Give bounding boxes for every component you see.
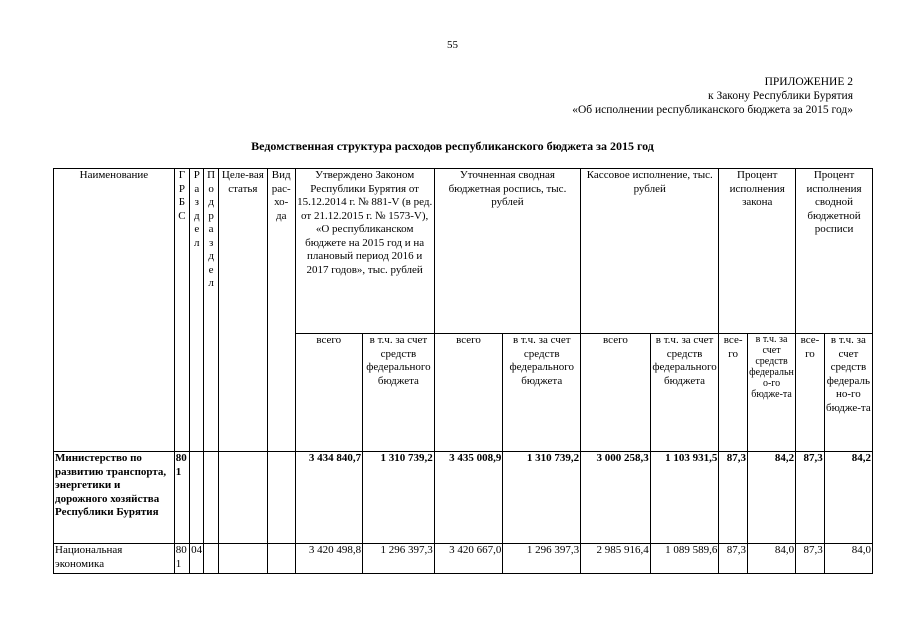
header-name: Наименование [54, 169, 175, 452]
table-row [54, 452, 873, 544]
row-cash-total: 2 985 916,4 [581, 544, 651, 574]
subheader-approved-total: всего [295, 334, 363, 452]
subheader-approved-fed: в т.ч. за счет средств федерального бюджета [363, 334, 435, 452]
subheader-pct-roster-total: все-го [796, 334, 825, 452]
row-vid [267, 452, 295, 544]
subheader-refined-total: всего [434, 334, 503, 452]
row-pct-roster-fed: 84,0 [824, 544, 872, 574]
row-razdel: 04 [190, 544, 204, 574]
appendix-header [572, 75, 853, 117]
row-pct-law-total: 87,3 [719, 452, 748, 544]
row-refined-fed: 1 310 739,2 [503, 452, 581, 544]
appendix-line-3: «Об исполнении республиканского бюджета за 2015 год» [572, 104, 853, 116]
row-refined-fed: 1 296 397,3 [503, 544, 581, 574]
appendix-line-2: к Закону Республики Бурятия [707, 90, 853, 102]
document-title: Ведомственная структура расходов республиканского бюджета за 2015 год [251, 139, 654, 153]
row-podrazdel [204, 544, 218, 574]
row-approved-fed: 1 310 739,2 [363, 452, 435, 544]
subheader-pct-roster-fed: в т.ч. за счет средств федерально-го бюдже-та [824, 334, 872, 452]
row-name: Национальная экономика [54, 544, 175, 574]
row-pct-roster-total: 87,3 [796, 452, 825, 544]
subheader-pct-law-fed: в т.ч. за счет средств федерально-го бюдже-та [747, 334, 795, 452]
row-approved-total: 3 434 840,7 [295, 452, 363, 544]
row-grbs: 801 [174, 544, 189, 574]
budget-table [53, 168, 873, 574]
row-grbs: 801 [174, 452, 189, 544]
header-approved: Утверждено Законом Республики Бурятия от 15.12.2014 г. № 881-V (в ред. от 21.12.2015 г. № 1573-V), «О республиканском бюджете на 2015 год и на плановый период 2016 и 2017 годов», тыс. рублей [295, 169, 434, 334]
row-approved-fed: 1 296 397,3 [363, 544, 435, 574]
header-refined: Уточненная сводная бюджетная роспись, тыс. рублей [434, 169, 580, 334]
header-grbs: Г Р Б С [174, 169, 189, 452]
row-approved-total: 3 420 498,8 [295, 544, 363, 574]
subheader-refined-fed: в т.ч. за счет средств федерального бюджета [503, 334, 581, 452]
row-refined-total: 3 435 008,9 [434, 452, 503, 544]
header-pct-roster: Процент исполнения сводной бюджетной росписи [796, 169, 873, 334]
row-refined-total: 3 420 667,0 [434, 544, 503, 574]
header-cash: Кассовое исполнение, тыс. рублей [581, 169, 719, 334]
subheader-pct-law-total: все-го [719, 334, 748, 452]
header-expense-type: Вид рас-хо-да [267, 169, 295, 452]
header-row-main [54, 169, 873, 334]
row-name: Министерство по развитию транспорта, энергетики и дорожного хозяйства Республики Бурятия [54, 452, 175, 544]
row-pct-law-total: 87,3 [719, 544, 748, 574]
header-razdel: Р а з д е л [190, 169, 204, 452]
row-pct-law-fed: 84,2 [747, 452, 795, 544]
row-cash-total: 3 000 258,3 [581, 452, 651, 544]
subheader-cash-total: всего [581, 334, 651, 452]
row-podrazdel [204, 452, 218, 544]
row-pct-roster-fed: 84,2 [824, 452, 872, 544]
header-podrazdel: П о д р а з д е л [204, 169, 218, 452]
row-target [218, 452, 267, 544]
table-row [54, 544, 873, 574]
row-vid [267, 544, 295, 574]
appendix-line-1: ПРИЛОЖЕНИЕ 2 [764, 76, 853, 88]
row-cash-fed: 1 103 931,5 [650, 452, 719, 544]
page-number: 55 [447, 39, 458, 51]
row-target [218, 544, 267, 574]
row-pct-law-fed: 84,0 [747, 544, 795, 574]
row-razdel [190, 452, 204, 544]
subheader-cash-fed: в т.ч. за счет средств федерального бюджета [650, 334, 719, 452]
header-pct-law: Процент исполнения закона [719, 169, 796, 334]
row-cash-fed: 1 089 589,6 [650, 544, 719, 574]
row-pct-roster-total: 87,3 [796, 544, 825, 574]
header-target-article: Целе-вая статья [218, 169, 267, 452]
